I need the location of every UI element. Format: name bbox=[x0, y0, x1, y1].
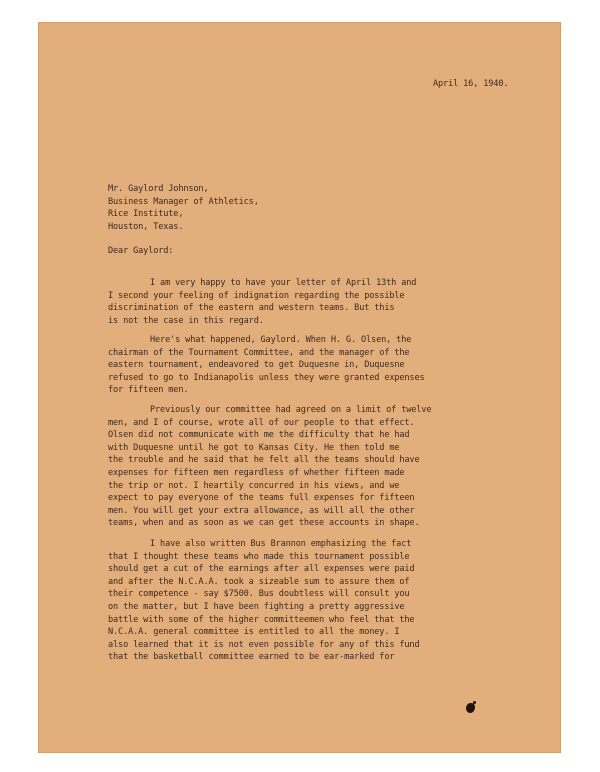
paragraph-line: Olsen did not communicate with me the difficulty that he had bbox=[108, 430, 410, 441]
paragraph-line: eastern tournament, endeavored to get Duquesne in, Duquesne bbox=[108, 360, 405, 371]
paragraph-line: that the basketball committee earned to be ear-marked for bbox=[108, 652, 395, 663]
paragraph-line: refused to go to Indianapolis unless they were granted expenses bbox=[108, 372, 425, 383]
date-text: April 16, 1940. bbox=[433, 79, 509, 89]
body-paragraph-2 bbox=[108, 334, 425, 397]
paragraph-line: for fifteen men. bbox=[108, 385, 189, 396]
paragraph-line: I have also written Bus Brannon emphasizing the fact bbox=[150, 539, 412, 549]
paragraph-line: battle with some of the higher committeemen who feel that the bbox=[108, 614, 415, 625]
body-paragraph-3 bbox=[108, 404, 431, 530]
paragraph-line: I second your feeling of indignation regarding the possible bbox=[108, 290, 405, 301]
body-paragraph-4 bbox=[108, 538, 419, 664]
paragraph-line: Here's what happened, Gaylord. When H. G. Olsen, the bbox=[150, 335, 412, 345]
paragraph-line: the trouble and he said that he felt all the teams should have bbox=[108, 455, 420, 466]
address-line: Rice Institute, bbox=[108, 209, 184, 220]
paragraph-line: N.C.A.A. general committee is entitled to all the money. I bbox=[108, 627, 400, 638]
paragraph-line: the trip or not. I heartily concurred in his views, and we bbox=[108, 480, 400, 491]
body-paragraph-1 bbox=[108, 277, 416, 327]
paragraph-line: expenses for fifteen men regardless of whether fifteen made bbox=[108, 467, 405, 478]
salutation bbox=[108, 245, 173, 258]
paragraph-line: expect to pay everyone of the teams full expenses for fifteen bbox=[108, 493, 415, 504]
paragraph-line: Previously our committee had agreed on a limit of twelve bbox=[150, 405, 432, 415]
address-line: Business Manager of Athletics, bbox=[108, 196, 259, 207]
paragraph-line: men, and I of course, wrote all of our people to that effect. bbox=[108, 417, 415, 428]
paragraph-line: men. You will get your extra allowance, as will all the other bbox=[108, 505, 415, 516]
address-line: Mr. Gaylord Johnson, bbox=[108, 184, 209, 194]
inside-address bbox=[108, 183, 259, 233]
paragraph-line: with Duquesne until he got to Kansas City. He then told me bbox=[108, 442, 400, 453]
paragraph-line: chairman of the Tournament Committee, and the manager of the bbox=[108, 347, 410, 358]
paragraph-line: I am very happy to have your letter of April 13th and bbox=[150, 278, 417, 288]
paragraph-line: on the matter, but I have been fighting a pretty aggressive bbox=[108, 601, 405, 612]
paragraph-line: discrimination of the eastern and western teams. But this bbox=[108, 303, 395, 314]
paragraph-line: their competence - say $7500. Bus doubtless will consult you bbox=[108, 589, 410, 600]
paragraph-line: is not the case in this regard. bbox=[108, 315, 264, 326]
address-line: Houston, Texas. bbox=[108, 221, 184, 232]
salutation-text: Dear Gaylord: bbox=[108, 246, 174, 256]
paragraph-line: should get a cut of the earnings after all expenses were paid bbox=[108, 564, 415, 575]
paragraph-line: and after the N.C.A.A. took a sizeable sum to assure them of bbox=[108, 576, 410, 587]
paragraph-line: also learned that it is not even possible for any of this fund bbox=[108, 639, 420, 650]
paragraph-line: that I thought these teams who made this tournament possible bbox=[108, 551, 410, 562]
paragraph-line: teams, when and as soon as we can get these accounts in shape. bbox=[108, 518, 420, 529]
letter-date bbox=[433, 78, 508, 91]
